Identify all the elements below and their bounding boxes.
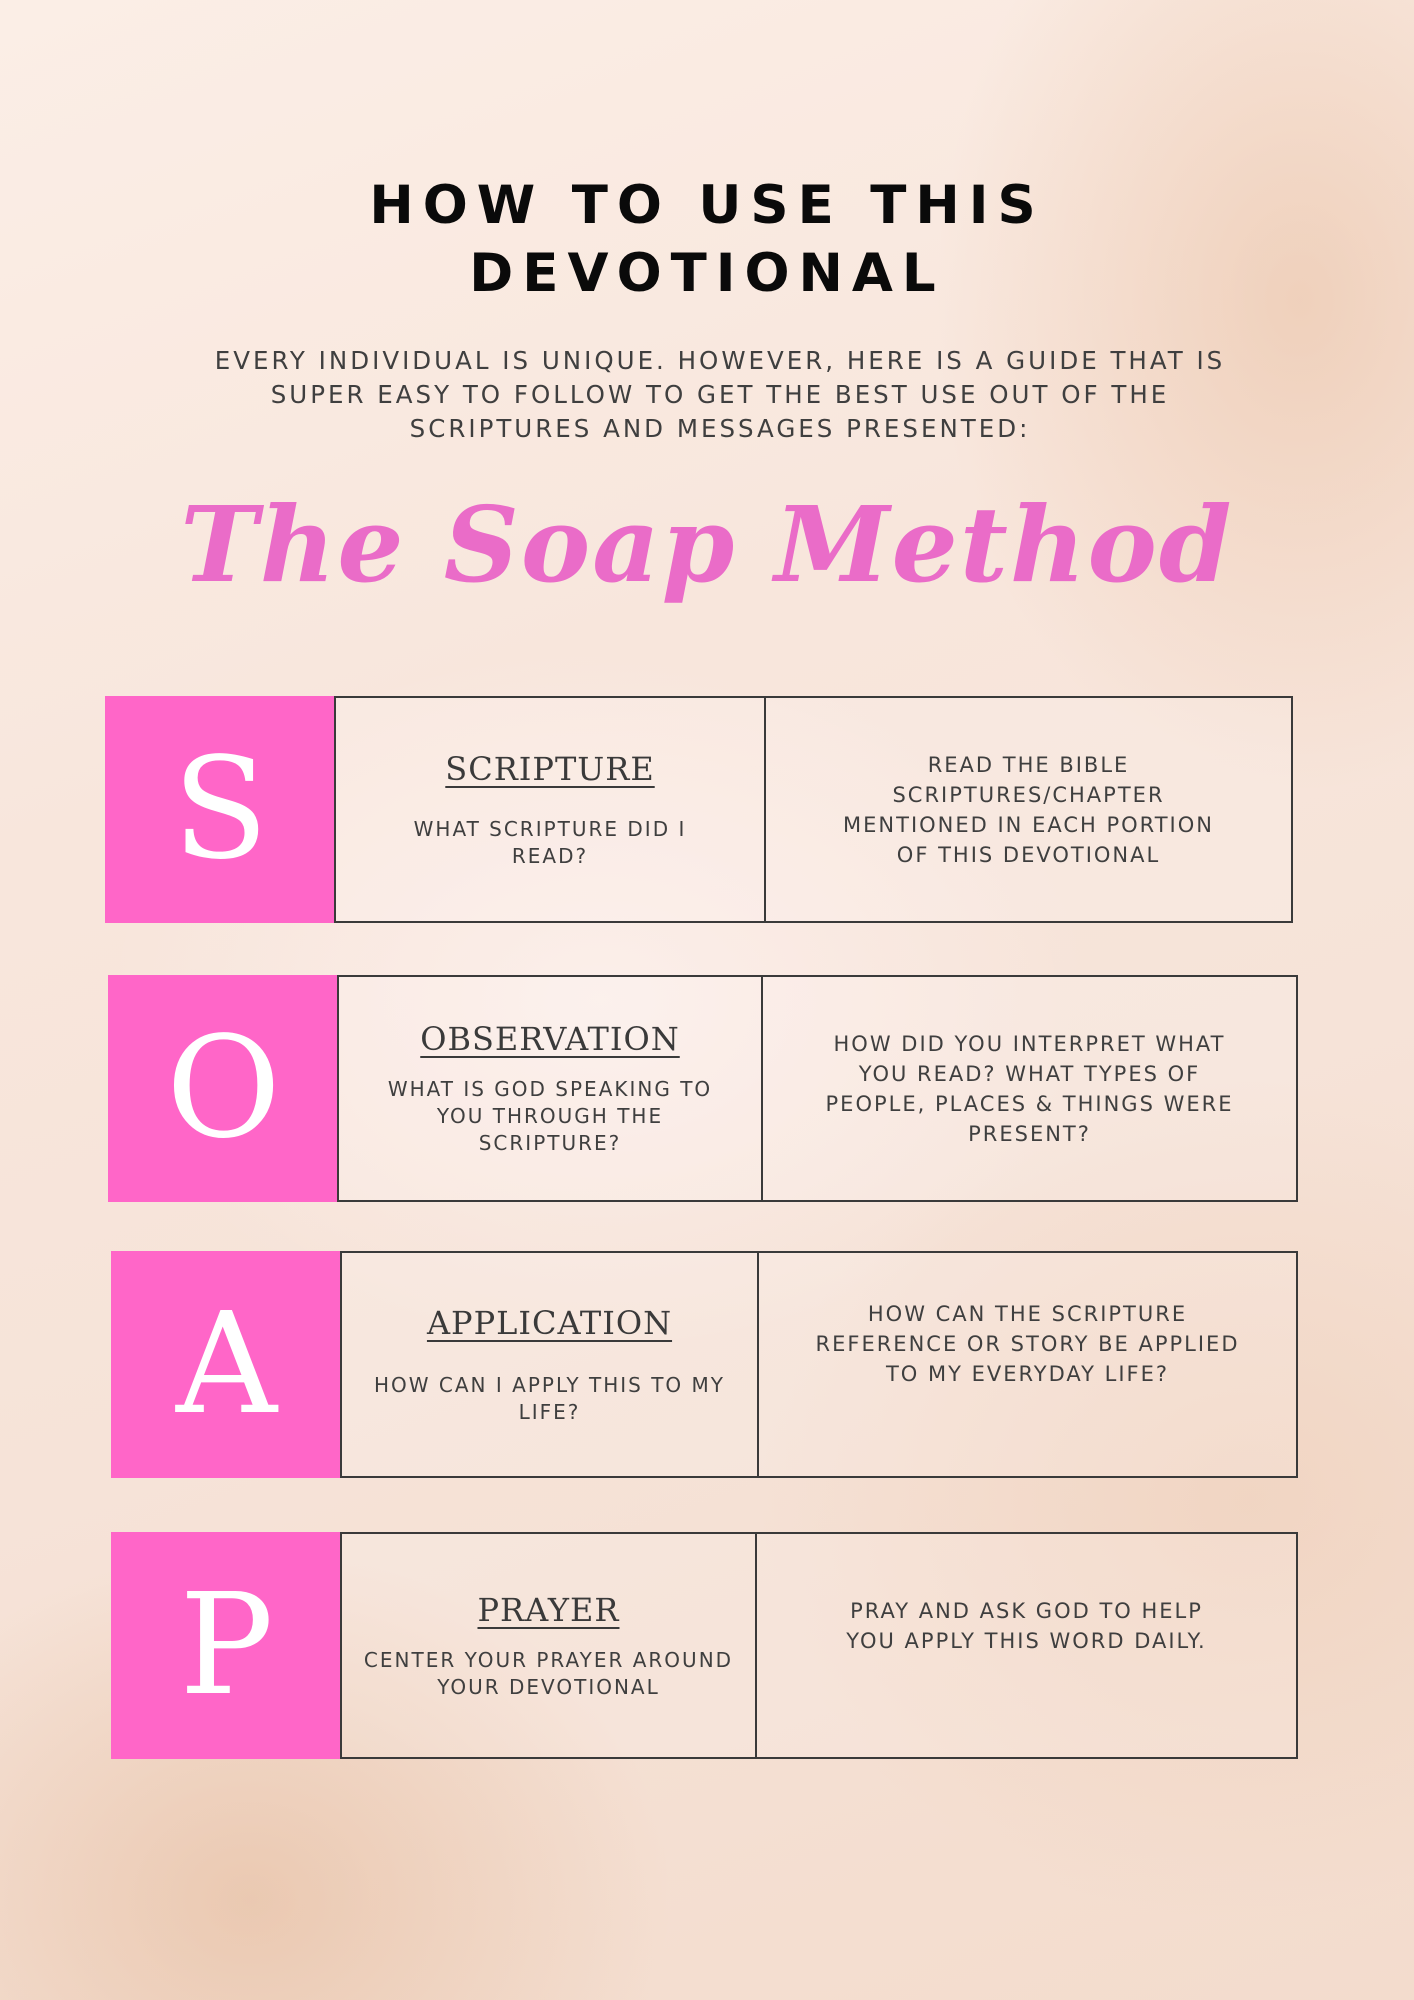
- method-heading: The Soap Method: [180, 483, 1234, 606]
- intro-text: EVERY INDIVIDUAL IS UNIQUE. HOWEVER, HERE IS A GUIDE THAT IS SUPER EASY TO FOLLOW TO GET THE BEST USE OUT OF THE SCRIPTURES AND MESSAGES PRESENTED:: [214, 346, 1226, 443]
- title-line-1: HOW TO USE THIS: [369, 175, 1045, 236]
- step-question: CENTER YOUR PRAYER AROUND YOUR DEVOTIONAL: [363, 1647, 734, 1699]
- step-term-cell: [340, 1532, 757, 1759]
- step-term: OBSERVATION: [420, 1020, 680, 1058]
- step-question: WHAT IS GOD SPEAKING TO YOU THROUGH THE SCRIPTURE?: [387, 1077, 713, 1155]
- step-term: SCRIPTURE: [445, 749, 655, 788]
- step-letter: S: [172, 727, 269, 891]
- step-letter-block: [108, 975, 339, 1202]
- step-term-cell: [340, 1251, 759, 1478]
- step-description-cell: [755, 1532, 1298, 1759]
- step-letter-block: [111, 1532, 342, 1759]
- step-term-cell: [334, 696, 766, 923]
- step-description: READ THE BIBLE SCRIPTURES/CHAPTER MENTIONED IN EACH PORTION OF THIS DEVOTIONAL: [843, 752, 1214, 867]
- page-title: [0, 172, 1414, 308]
- step-question: WHAT SCRIPTURE DID I READ?: [413, 816, 687, 868]
- step-letter: O: [166, 1006, 281, 1170]
- step-description-cell: [761, 975, 1298, 1202]
- step-letter: P: [179, 1563, 274, 1727]
- step-letter-block: [111, 1251, 342, 1478]
- step-letter-block: [105, 696, 336, 923]
- step-question: HOW CAN I APPLY THIS TO MY LIFE?: [374, 1372, 725, 1424]
- step-description-cell: [757, 1251, 1298, 1478]
- step-description-cell: [764, 696, 1293, 923]
- step-description: HOW CAN THE SCRIPTURE REFERENCE OR STORY BE APPLIED TO MY EVERYDAY LIFE?: [815, 1302, 1240, 1386]
- step-description: PRAY AND ASK GOD TO HELP YOU APPLY THIS WORD DAILY.: [846, 1599, 1207, 1653]
- step-letter: A: [175, 1282, 278, 1446]
- title-line-2: DEVOTIONAL: [469, 243, 945, 304]
- step-term: PRAYER: [477, 1590, 620, 1629]
- step-term-cell: [337, 975, 763, 1202]
- step-description: HOW DID YOU INTERPRET WHAT YOU READ? WHAT TYPES OF PEOPLE, PLACES & THINGS WERE PRESENT?: [825, 1031, 1234, 1146]
- step-term: APPLICATION: [426, 1303, 673, 1342]
